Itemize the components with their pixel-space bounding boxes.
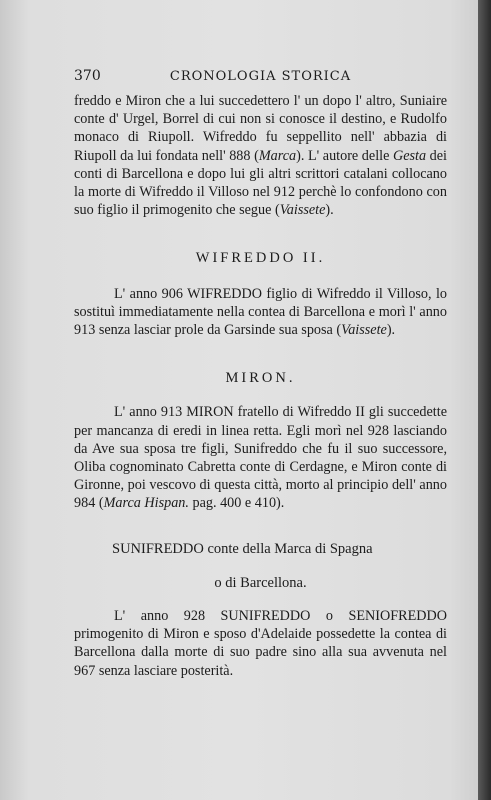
continuation-paragraph — [74, 92, 447, 219]
text-run: freddo e Miron che a lui succedettero l' un dopo l' altro, Suniaire conte d' Urgel, Borrel di cui non si conosce il destino, e Rudolfo monaco di Riupoll. Wifreddo fu seppellito nell' abbazia di Riupoll da lui fondata nell' 888 ( — [74, 93, 447, 164]
italic-citation: Vaissete — [341, 322, 387, 339]
section-subheading-barcellona: o di Barcellona. — [214, 574, 307, 591]
running-title: CRONOLOGIA STORICA — [169, 69, 352, 84]
page-header — [74, 68, 447, 88]
section-heading-sunifreddo: SUNIFREDDO conte della Marca di Spagna — [112, 540, 373, 557]
italic-citation: Marca Hispan. — [103, 495, 189, 512]
text-run: ). — [386, 322, 396, 339]
text-run: L' anno 928 SUNIFREDDO o SENIOFREDDO primogenito di Miron e sposo d'Adelaide possedette la contea di Barcellona dalla morte di suo padre sino alla sua avvenuta nel 967 senza lasciare posterità. — [74, 608, 447, 679]
italic-citation: Marca — [258, 147, 297, 164]
italic-citation: Vaissete — [279, 202, 326, 219]
italic-citation: Gesta — [392, 147, 427, 164]
paragraph-wifreddo-ii — [74, 285, 447, 340]
text-run: L' anno 906 WIFREDDO figlio di Wifreddo il Villoso, lo sostituì immediatamente nella contea di Barcellona e morì l' anno 913 senza lasciar prole da Garsinde sua sposa ( — [74, 285, 447, 339]
paragraph-sunifreddo — [74, 607, 447, 680]
text-run: ). — [325, 202, 334, 219]
page-edge — [478, 0, 491, 800]
text-run: dei conti di Barcellona e dopo lui gli altri scrittori catalani collocano la morte di Wifreddo il Villoso nel 912 perchè lo confondono con suo figlio il primogenito che segue ( — [74, 147, 447, 219]
paragraph-miron — [74, 403, 447, 512]
text-run: pag. 400 e 410). — [188, 495, 285, 512]
text-run: ). L' autore delle — [296, 147, 393, 164]
section-heading-miron: MIRON. — [225, 370, 296, 387]
page-number: 370 — [74, 68, 101, 84]
text-run: L' anno 913 MIRON fratello di Wifreddo II gli succedette per mancanza di eredi in linea retta. Egli morì nel 928 lasciando da Ave sua sposa tre figli, Sunifreddo che fu il suo successore, Oliba cognominato Cabretta conte di Cerdagne, e Miron conte di Gironne, poi vescovo di questa città, morto al principio dell' anno 984 ( — [74, 404, 447, 512]
body-text — [74, 92, 447, 680]
section-heading-wifreddo-ii: WIFREDDO II. — [195, 250, 326, 267]
